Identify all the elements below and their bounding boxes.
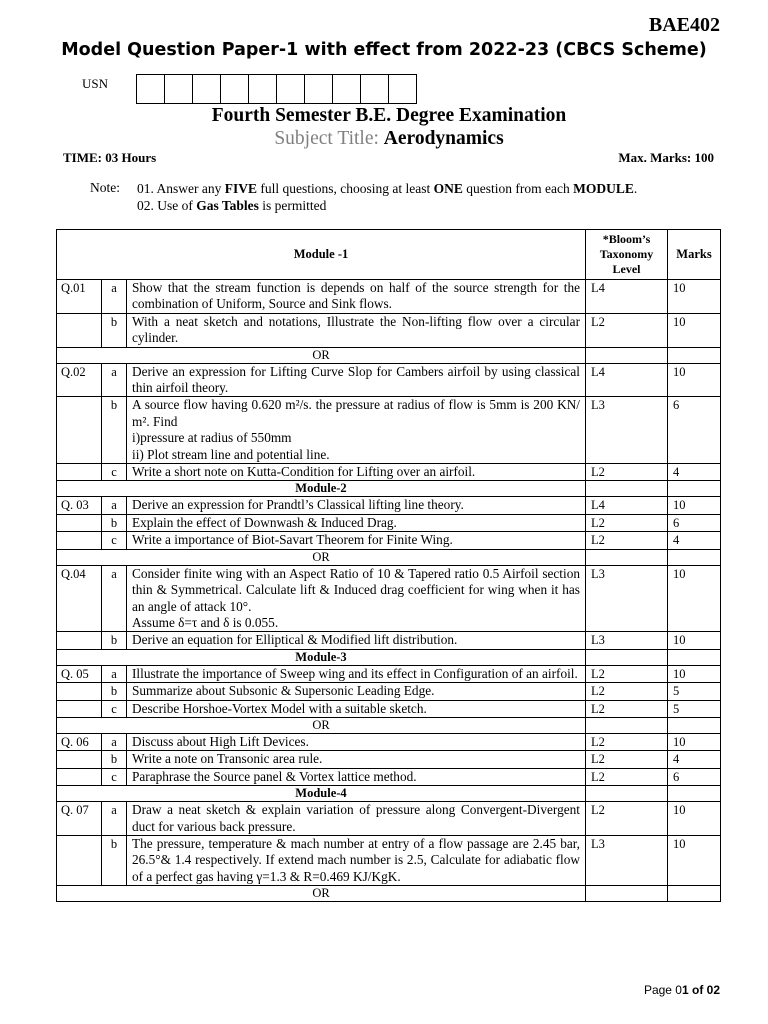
bloom-level: L3 (586, 565, 668, 632)
empty-cell (586, 717, 668, 733)
empty-cell (668, 717, 721, 733)
exam-title: Fourth Semester B.E. Degree Examination (211, 105, 567, 126)
question-marks: 10 (668, 565, 721, 632)
question-row (57, 665, 721, 682)
question-row (57, 464, 721, 481)
empty-cell (586, 481, 668, 497)
question-text-main: Write a importance of Biot-Savart Theorem for Finite Wing. (132, 532, 453, 548)
empty-cell (668, 649, 721, 665)
module-heading: Module-2 (57, 481, 586, 497)
usn-box (165, 75, 193, 103)
question-number (57, 683, 102, 700)
question-part: b (102, 683, 127, 700)
note-label: Note: (90, 180, 120, 195)
question-number: Q. 06 (57, 733, 102, 750)
or-row (57, 717, 721, 733)
question-row (57, 751, 721, 768)
question-text-main: Consider finite wing with an Aspect Ratio of 10 & Tapered ratio 0.5 Airfoil section thin & Symmetrical. Calculate lift & Induced drag coefficient for wing when it has an angle of attack 10°. (132, 565, 580, 614)
usn-box (389, 75, 416, 103)
subject-code: BAE402 (648, 14, 720, 36)
question-part: b (102, 313, 127, 347)
empty-cell (586, 886, 668, 902)
question-part: c (102, 768, 127, 785)
time-duration: TIME: 03 Hours (63, 150, 157, 165)
question-number: Q. 07 (57, 802, 102, 836)
empty-cell (586, 786, 668, 802)
question-marks: 4 (668, 464, 721, 481)
usn-label: USN (82, 76, 109, 91)
subject-label: Subject Title: (274, 128, 379, 149)
question-marks: 6 (668, 768, 721, 785)
question-part: c (102, 464, 127, 481)
question-text (127, 280, 586, 314)
question-number: Q.02 (57, 363, 102, 397)
question-marks: 10 (668, 363, 721, 397)
question-table-body (57, 230, 721, 902)
question-text-main: With a neat sketch and notations, Illustrate the Non-lifting flow over a circular cylinder. (132, 313, 580, 346)
question-text-main: Show that the stream function is depends on half of the source strength for the combination of Uniform, Source and Sink flows. (132, 280, 580, 312)
question-marks: 10 (668, 313, 721, 347)
question-number: Q.04 (57, 565, 102, 632)
bloom-level: L2 (586, 768, 668, 785)
question-text-line: ii) Plot stream line and potential line. (132, 446, 330, 462)
bloom-level: L2 (586, 514, 668, 531)
empty-cell (668, 786, 721, 802)
question-part: b (102, 514, 127, 531)
question-text-line: i)pressure at radius of 550mm (132, 430, 292, 446)
header-module: Module -1 (57, 230, 586, 280)
empty-cell (668, 481, 721, 497)
module-heading: Module-3 (57, 649, 586, 665)
bloom-level: L4 (586, 280, 668, 314)
question-part: c (102, 532, 127, 549)
usn-boxes (136, 74, 417, 104)
question-marks: 10 (668, 802, 721, 836)
question-marks: 10 (668, 280, 721, 314)
usn-box (249, 75, 277, 103)
question-text (127, 363, 586, 397)
question-number (57, 768, 102, 785)
usn-box (193, 75, 221, 103)
question-text (127, 751, 586, 768)
question-number (57, 313, 102, 347)
question-text-main: Explain the effect of Downwash & Induced Drag. (132, 514, 397, 530)
question-row (57, 802, 721, 836)
question-part: a (102, 565, 127, 632)
question-marks: 10 (668, 497, 721, 514)
subject-title (0, 128, 768, 150)
table-header-row (57, 230, 721, 280)
bloom-level: L2 (586, 700, 668, 717)
question-marks: 5 (668, 700, 721, 717)
question-text-main: Derive an equation for Elliptical & Modified lift distribution. (132, 632, 458, 648)
bloom-level: L2 (586, 733, 668, 750)
question-text-main: Illustrate the importance of Sweep wing and its effect in Configuration of an airfoil. (132, 665, 578, 681)
question-number: Q. 03 (57, 497, 102, 514)
bloom-level: L2 (586, 313, 668, 347)
or-separator: OR (57, 886, 586, 902)
question-text-main: Discuss about High Lift Devices. (132, 733, 309, 749)
or-row (57, 347, 721, 363)
question-part: b (102, 751, 127, 768)
empty-cell (668, 886, 721, 902)
module-heading: Module-4 (57, 786, 586, 802)
question-text (127, 768, 586, 785)
note-lines (137, 180, 637, 214)
question-row (57, 835, 721, 885)
question-text (127, 835, 586, 885)
question-part: a (102, 363, 127, 397)
question-text-line: Assume δ=τ and δ is 0.055. (132, 614, 279, 630)
usn-box (361, 75, 389, 103)
question-text (127, 683, 586, 700)
question-row (57, 565, 721, 632)
or-row (57, 886, 721, 902)
question-marks: 10 (668, 835, 721, 885)
max-marks: Max. Marks: 100 (618, 150, 714, 165)
question-marks: 4 (668, 751, 721, 768)
question-text (127, 632, 586, 649)
header-bloom: *Bloom’s Taxonomy Level (586, 230, 668, 280)
module-row (57, 786, 721, 802)
question-part: b (102, 397, 127, 464)
question-marks: 10 (668, 632, 721, 649)
bloom-level: L2 (586, 802, 668, 836)
question-number (57, 835, 102, 885)
usn-box (137, 75, 165, 103)
question-text (127, 733, 586, 750)
question-number (57, 397, 102, 464)
question-text (127, 700, 586, 717)
question-part: a (102, 733, 127, 750)
question-marks: 6 (668, 397, 721, 464)
bloom-level: L3 (586, 835, 668, 885)
question-number: Q. 05 (57, 665, 102, 682)
question-text (127, 802, 586, 836)
question-text (127, 665, 586, 682)
bloom-level: L2 (586, 532, 668, 549)
usn-box (333, 75, 361, 103)
question-marks: 4 (668, 532, 721, 549)
bloom-level: L3 (586, 632, 668, 649)
note-line-2: 02. Use of Gas Tables is permitted (137, 198, 327, 213)
question-text (127, 397, 586, 464)
question-number (57, 632, 102, 649)
question-part: b (102, 835, 127, 885)
question-number (57, 532, 102, 549)
or-separator: OR (57, 347, 586, 363)
bloom-level: L4 (586, 497, 668, 514)
question-part: a (102, 497, 127, 514)
question-number (57, 700, 102, 717)
question-number (57, 751, 102, 768)
question-row (57, 497, 721, 514)
usn-box (221, 75, 249, 103)
or-row (57, 549, 721, 565)
bloom-level: L2 (586, 683, 668, 700)
paper-title: Model Question Paper-1 with effect from 2022-23 (CBCS Scheme) (61, 40, 707, 60)
question-text (127, 464, 586, 481)
or-separator: OR (57, 549, 586, 565)
question-marks: 10 (668, 733, 721, 750)
module-row (57, 649, 721, 665)
question-row (57, 313, 721, 347)
question-text-main: Summarize about Subsonic & Supersonic Leading Edge. (132, 683, 435, 699)
page-footer: Page 01 of 02 (643, 983, 720, 997)
question-text-main: Draw a neat sketch & explain variation of pressure along Convergent-Divergent duct for various back pressure. (132, 802, 580, 834)
question-text-main: Describe Horshoe-Vortex Model with a suitable sketch. (132, 700, 427, 716)
question-number: Q.01 (57, 280, 102, 314)
question-row (57, 768, 721, 785)
question-row (57, 514, 721, 531)
question-marks: 6 (668, 514, 721, 531)
question-part: a (102, 665, 127, 682)
usn-box (305, 75, 333, 103)
subject-value: Aerodynamics (383, 128, 504, 149)
question-row (57, 632, 721, 649)
question-number (57, 464, 102, 481)
question-row (57, 532, 721, 549)
usn-box (277, 75, 305, 103)
empty-cell (586, 649, 668, 665)
bloom-level: L2 (586, 665, 668, 682)
question-text-main: Derive an expression for Prandtl’s Classical lifting line theory. (132, 497, 464, 513)
question-text-main: Write a short note on Kutta-Condition for Lifting over an airfoil. (132, 464, 476, 480)
question-text-main: A source flow having 0.620 m²/s. the pressure at radius of flow is 5mm is 200 KN/ m². Find (132, 397, 580, 429)
question-text-main: The pressure, temperature & mach number at entry of a flow passage are 2.45 bar, 26.5°& 1.4 respectively. If extend mach number is 2.5, Calculate for adiabatic flow of a perfect gas having γ=1.3 & R=0.469 KJ/KgK. (132, 835, 580, 884)
empty-cell (668, 549, 721, 565)
or-separator: OR (57, 717, 586, 733)
question-row (57, 733, 721, 750)
question-row (57, 700, 721, 717)
question-row (57, 363, 721, 397)
question-text (127, 313, 586, 347)
note-line-1: 01. Answer any FIVE full questions, choosing at least ONE question from each MODULE. (137, 181, 638, 196)
question-row (57, 280, 721, 314)
question-text-main: Paraphrase the Source panel & Vortex lattice method. (132, 768, 417, 784)
empty-cell (586, 549, 668, 565)
question-text (127, 497, 586, 514)
question-row (57, 397, 721, 464)
question-text (127, 532, 586, 549)
question-part: b (102, 632, 127, 649)
bloom-level: L3 (586, 397, 668, 464)
module-row (57, 481, 721, 497)
bloom-level: L4 (586, 363, 668, 397)
question-part: a (102, 280, 127, 314)
bloom-level: L2 (586, 751, 668, 768)
question-text (127, 565, 586, 632)
bloom-level: L2 (586, 464, 668, 481)
question-table (56, 229, 721, 902)
question-part: a (102, 802, 127, 836)
question-marks: 10 (668, 665, 721, 682)
question-text (127, 514, 586, 531)
question-marks: 5 (668, 683, 721, 700)
question-part: c (102, 700, 127, 717)
empty-cell (586, 347, 668, 363)
empty-cell (668, 347, 721, 363)
question-number (57, 514, 102, 531)
question-text-main: Write a note on Transonic area rule. (132, 751, 323, 767)
question-row (57, 683, 721, 700)
question-text-main: Derive an expression for Lifting Curve Slop for Cambers airfoil by using classical thin airfoil theory. (132, 363, 580, 396)
header-marks: Marks (668, 230, 721, 280)
